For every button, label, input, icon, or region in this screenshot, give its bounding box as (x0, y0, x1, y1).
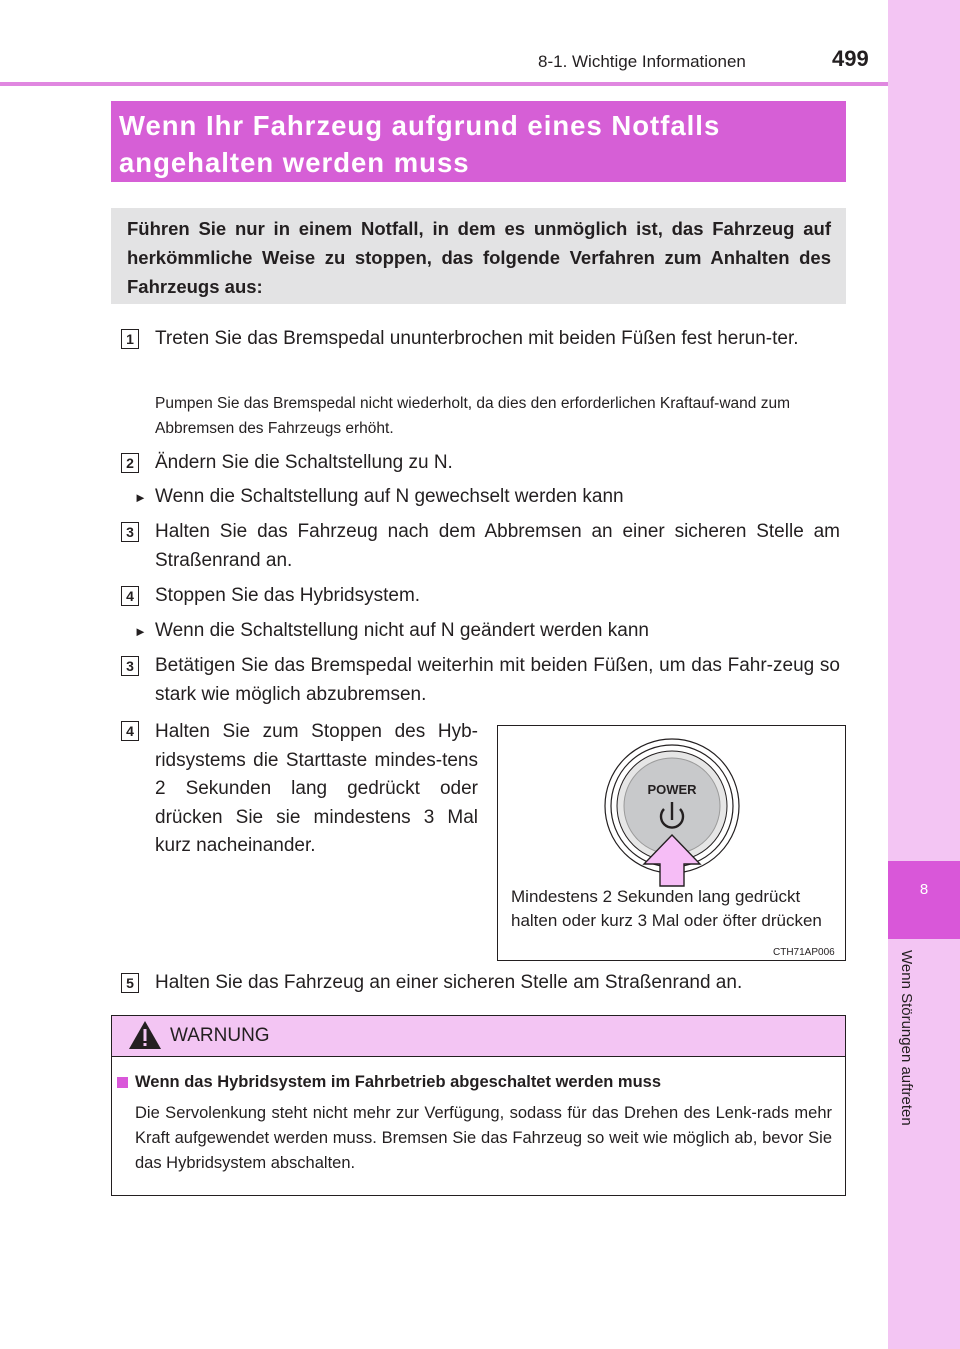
step-number-4b: 4 (121, 721, 139, 741)
step-1-note: Pumpen Sie das Bremspedal nicht wiederholt, da dies den erforderlichen Kraftauf-wand zum Abbremsen des Fahrzeugs erhöht. (155, 395, 790, 437)
step-number-4a: 4 (121, 586, 139, 606)
main-title-line1: Wenn Ihr Fahrzeug aufgrund eines Notfalls (119, 110, 721, 141)
figure-caption: Mindestens 2 Sekunden lang gedrückt halten oder kurz 3 Mal oder öfter drücken (511, 887, 822, 930)
main-title (119, 107, 846, 181)
main-title-line2: angehalten werden muss (119, 147, 470, 178)
chapter-title-wrap (888, 950, 928, 1160)
step-number-3b: 3 (121, 656, 139, 676)
step-5-text: Halten Sie das Fahrzeug an einer sicheren Stelle am Straßenrand an. (155, 972, 743, 993)
step-3b-text: Betätigen Sie das Bremspedal weiterhin mit beiden Füßen, um das Fahr-zeug so stark wie möglich abzubremsen. (155, 655, 840, 705)
warning-label: WARNUNG (170, 1025, 270, 1046)
chapter-tab (888, 861, 960, 939)
case-b-heading: Wenn die Schaltstellung nicht auf N geändert werden kann (155, 620, 649, 641)
intro-text: Führen Sie nur in einem Notfall, in dem es unmöglich ist, das Fahrzeug auf herkömmliche Weise zu stoppen, das folgende Verfahren zum Anhalten des Fahrzeugs aus: (127, 218, 831, 297)
step-3a-text: Halten Sie das Fahrzeug nach dem Abbremsen an einer sicheren Stelle am Straßenrand an. (155, 521, 840, 571)
power-button-label: POWER (647, 782, 697, 797)
step-number-1: 1 (121, 329, 139, 349)
square-bullet-icon (117, 1077, 128, 1088)
step-number-5: 5 (121, 973, 139, 993)
step-4b-text: Halten Sie zum Stoppen des Hyb-ridsystems die Starttaste mindes-tens 2 Sekunden lang gedrückt oder drücken Sie sie mindestens 3 Mal kurz nacheinander. (155, 721, 478, 856)
warning-icon (128, 1020, 162, 1050)
header-rule (0, 82, 888, 86)
step-2-text: Ändern Sie die Schaltstellung zu N. (155, 452, 453, 473)
page-number: 499 (832, 46, 869, 71)
step-4a-text: Stoppen Sie das Hybridsystem. (155, 585, 421, 606)
figure-code: CTH71AP006 (773, 947, 835, 958)
title-banner (111, 101, 846, 182)
chapter-number: 8 (919, 881, 929, 898)
chapter-title: Wenn Störungen auftreten (898, 950, 915, 1126)
step-1-text: Treten Sie das Bremspedal ununterbrochen mit beiden Füßen fest herun-ter. (155, 328, 799, 349)
warning-heading: Wenn das Hybridsystem im Fahrbetrieb abgeschaltet werden muss (135, 1073, 662, 1091)
intro-box (111, 208, 846, 304)
triangle-right-icon: ► (134, 624, 147, 639)
step-number-2: 2 (121, 453, 139, 473)
case-a-heading: Wenn die Schaltstellung auf N gewechselt werden kann (155, 486, 624, 507)
triangle-right-icon: ► (134, 490, 147, 505)
warning-body: Die Servolenkung steht nicht mehr zur Verfügung, sodass für das Drehen des Lenk-rads mehr Kraft aufgewendet werden muss. Bremsen Sie das Fahrzeug so weit wie möglich ab, bevor Sie das Hybridsystem abschalten. (135, 1104, 832, 1172)
step-number-3a: 3 (121, 522, 139, 542)
section-title: 8-1. Wichtige Informationen (538, 52, 746, 71)
